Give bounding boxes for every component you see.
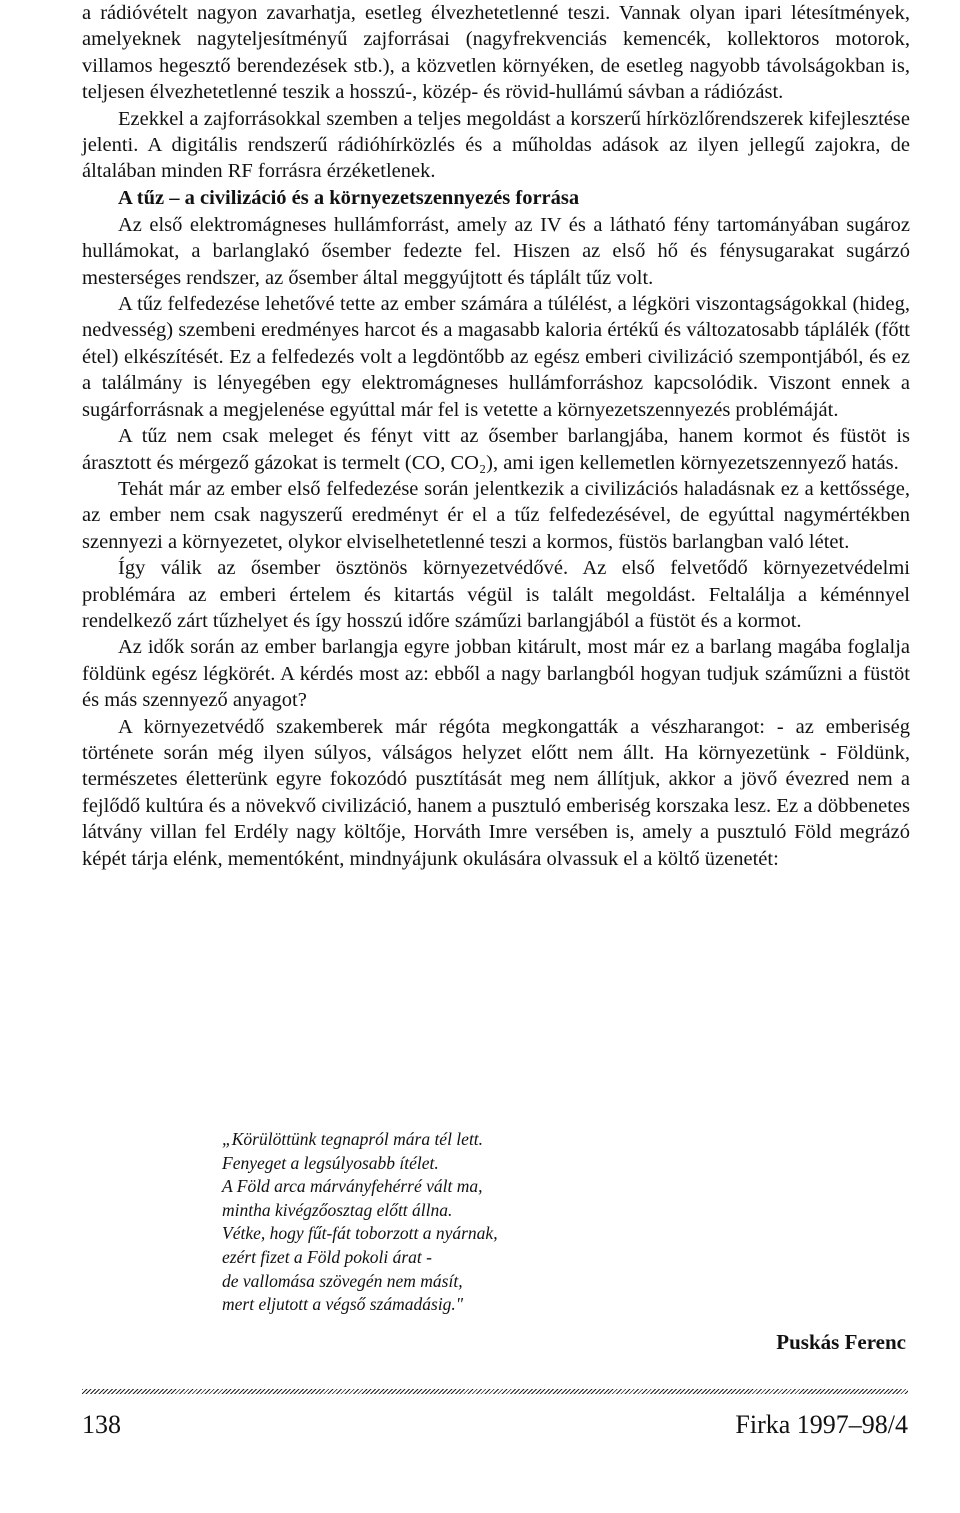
article-body	[82, 0, 910, 872]
poem-line: „Körülöttünk tegnapról mára tél lett.	[222, 1129, 484, 1149]
poem-line: ezért fizet a Föld pokoli árat -	[222, 1246, 432, 1267]
section-paragraph-3: A tűz nem csak meleget és fényt vitt az ősember barlangjába, hanem kormot és füstöt is árasztott és mérgező gázokat is termelt (CO, CO₂), ami igen kellemetlen környezetszennyező hatás.	[82, 425, 910, 474]
page-number: 138	[82, 1410, 121, 1439]
poem-quote	[222, 1128, 722, 1317]
section-paragraph-2: A tűz felfedezése lehetővé tette az ember számára a túlélést, a légköri viszontagságokkal (hideg, nedvesség) szembeni eredményes harcot és a magasabb kaloria értékű és változatosabb táplálék (főtt étel) elkészítését. Ez a felfedezés volt a legdöntőbb az egész emberi civilizáció szempontjából, és ez a találmány is lényegében egy elektromágneses hullámforráshoz kapcsolódik. Viszont ennek a sugárforrásnak a megjelenése egyúttal már fel is vetette a környezetszennyezés problémáját.	[82, 293, 910, 421]
poem-line: de vallomása szövegén nem másít,	[222, 1270, 463, 1291]
footer-divider	[82, 1389, 908, 1394]
author-name: Puskás Ferenc	[776, 1330, 906, 1354]
poem-line: Vétke, hogy fűt-fát toborzott a nyárnak,	[222, 1223, 498, 1244]
journal-issue: Firka 1997–98/4	[735, 1410, 908, 1439]
section-paragraph-6: Az idők során az ember barlangja egyre jobban kitárult, most már ez a barlang magába foglalja földünk egész légkörét. A kérdés most az: ebből a nagy barlangból hogyan tudjuk száműzni a füstöt és más szennyező anyagot?	[82, 636, 910, 712]
section-paragraph-4: Tehát már az ember első felfedezése során jelentkezik a civilizációs haladásnak ez a kettőssége, az ember nem csak nagyszerű eredményt ér el a tűz felfedezésével, de egyúttal nagymértékben szennyezi a környezetet, olykor elviselhetetlenné teszi a kormos, füstös barlangban való létet.	[82, 477, 910, 553]
poem-line: A Föld arca márványfehérré vált ma,	[222, 1176, 483, 1197]
poem-line: mintha kivégzőosztag előtt állna.	[222, 1199, 453, 1220]
section-paragraph-5: Így válik az ősember ösztönös környezetvédővé. Az első felvetődő környezetvédelmi problémára az emberi értelem és kitartás végül is talált megoldást. Feltalálja a kéménnyel rendelkező zárt tűzhelyet és így hosszú időre száműzi barlangjából a füstöt és a kormot.	[82, 557, 910, 632]
section-paragraph-7: A környezetvédő szakemberek már régóta megkongatták a vészharangot: - az emberiség története során még ilyen súlyos, válságos helyzet előtt nem állt. Ha környezetünk - Földünk, természetes életterünk egyre fokozódó pusztítását meg nem állítjuk, akkor a jövő évezred nem a fejlődő kultúra és a növekvő civilizáció, hanem a pusztuló emberiség korszaka lesz. Ez a döbbenetes látvány villan fel Erdély nagy költője, Horváth Imre versében is, amely a pusztuló Föld megrázó képét tárja elénk, mementóként, mindnyájunk okulására olvassuk el a költő üzenetét:	[82, 715, 910, 870]
paragraph-2: Ezekkel a zajforrásokkal szemben a teljes megoldást a korszerű hírközlőrendszerek kifejlesztése jelenti. A digitális rendszerű rádióhírközlés és a műholdas adások az ilyen jellegű zajokra, de általában minden RF forrásra érzéketlenek.	[82, 107, 910, 183]
poem-line: Fenyeget a legsúlyosabb ítélet.	[222, 1152, 439, 1173]
poem-line: mert eljutott a végső számadásig."	[222, 1294, 464, 1315]
paragraph-1: a rádióvételt nagyon zavarhatja, esetleg élvezhetetlenné teszi. Vannak olyan ipari létesítmények, amelyeknek nagyteljesítményű zajforrásai (nagyfrekvenciás kemencék, kollektoros motorok, villamos hegesztő berendezések stb.), a közvetlen környéken, de esetleg nagyobb távolságokban is, teljesen élvezhetetlenné teszik a hosszú-, közép- és rövid-hullámú sávban a rádiózást.	[82, 2, 910, 104]
section-paragraph-1: Az első elektromágneses hullámforrást, amely az IV és a látható fény tartományában sugároz hullámokat, a barlanglakó ősember fedezte fel. Hiszen az első hő és fénysugarakat sugárzó mesterséges rendszer, az ősember által meggyújtott és táplált tűz volt.	[82, 213, 910, 289]
section-heading: A tűz – a civilizáció és a környezetszennyezés forrása	[118, 186, 580, 209]
